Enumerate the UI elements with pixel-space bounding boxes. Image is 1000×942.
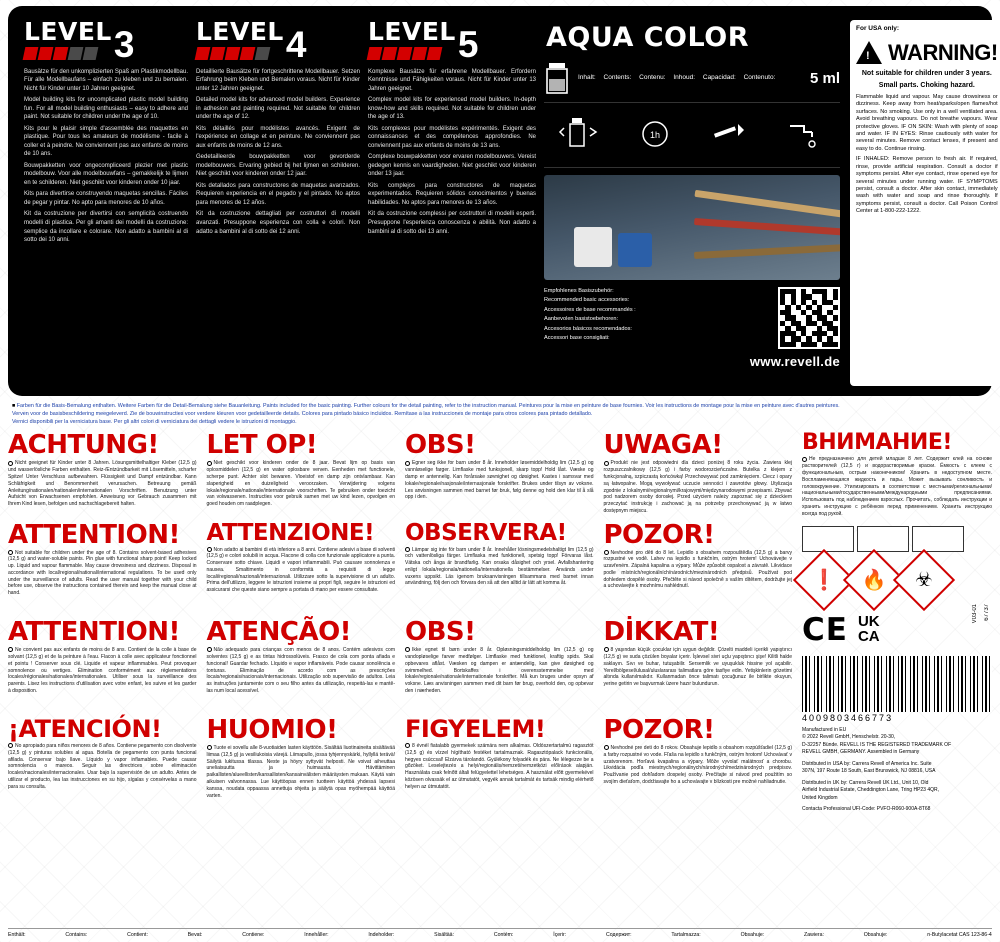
level-3-p5: Kit da costruzione per divertirsi con semplicità costruendo modelli di plastica. Per gli amanti dei modelli da costruzione: semplice da incollare e colorare. Non adatto a bambini al di sotto dei 10 anni.: [24, 211, 188, 244]
warning-block-sv: [405, 519, 594, 616]
mini-label-3: [912, 526, 964, 552]
mini-label-2: [857, 526, 909, 552]
warning-block-nl: [207, 432, 396, 517]
warning-text-es: No apropiado para niños menores de 8 años. Contiene pegamento con disolvente (12,5 g) y pinturas solubles al agua. Botella de pegamento con punta funcional afilada. Conservar bajo llave. Líquido y vapor inflamables. Puede causar somnolencia o mareos. Seguir las directrices sobre eliminación locales/nacionales/internacionales. Usar bajo la supervisión de un adulto. Antes de utilizar el producto, lea las instrucciones en su hijo, sígalas y consérvelas a mano para su consulta.: [8, 742, 197, 790]
version-code-right: V03-01: [972, 603, 978, 623]
footnote-5: Vernici disponibili per la verniciatura base. Per gli altri colori di verniciatura dei dettagli vedere le istruzioni di montaggio.: [12, 419, 297, 426]
warning-block-tr: [604, 619, 793, 713]
warning-title-cs: POZOR!: [603, 519, 715, 550]
mfg-3: REVELL GMBH, GERMANY. Assembled in Germany: [802, 749, 920, 755]
qr-code[interactable]: [778, 287, 840, 349]
warning-block-hu: [405, 714, 594, 818]
level-4-p4: Kits detallados para constructores de maquetas avanzados. Requieren experiencia en el pegado y el pintado. No aptos para menores de 12 años.: [196, 182, 360, 206]
aqua-label-1: Contents:: [603, 74, 632, 82]
level-3-word: LEVEL: [24, 17, 112, 46]
warning-title-sk: POZOR!: [603, 714, 715, 745]
warning-title-ru: ВНИМАНИЕ!: [802, 430, 952, 456]
warning-title-da: OBS!: [405, 617, 476, 648]
bullet-icon: [405, 461, 410, 466]
paint-jar-icon: [544, 61, 570, 95]
level-3-p4: Kits para divertirse construyendo maquetas sencillas. Fáciles de pegar y pintar. No apto para menores de 10 años.: [24, 191, 188, 206]
level-5-block: [368, 17, 544, 386]
aqua-content-labels: [578, 73, 802, 82]
warning-block-pl: [604, 432, 793, 517]
warning-body-nl: [207, 460, 396, 508]
aqua-label-2: Contenu:: [639, 74, 666, 82]
warning-title-tr: DİKKAT!: [603, 617, 720, 648]
warning-title-fr: ATTENTION!: [8, 617, 180, 648]
warning-text-no: Egner seg ikke for barn under 8 år. Inneholder løsemiddelholdig lim (12,5 g) og vannløselige farger. Limflaske med funksjonell, skarp topp! Hold låst. Væske og damp er antennelig. Kan forårsake søvnighet og døsighet. Kastes i samsvar med lokale/regionale/nasjonale/internasjonale forskrifter. Brukes under tilsyn av voksne. Les anvisningen sammen med barnet før bruk, følg denne og hold den klar til å slå opp i den.: [405, 460, 594, 501]
level-4-heading: [196, 17, 360, 66]
bullet-icon: [8, 461, 13, 466]
warning-title-pl: UWAGA!: [603, 430, 723, 461]
level-3-p1: Model building kits for uncomplicated plastic model building fun. For all model building enthusiasts – easy to adhere and paint. Not suitable for children under the age of 10.: [24, 97, 188, 121]
dist-uk-1: Airfield Industrial Estate, Cheddington Lane, Tring HP23 4QR,: [802, 787, 940, 793]
health-hazard-pictogram: ☣: [893, 548, 955, 610]
level-5-p5: Kit da costruzione complessi per costruttori di modelli esperti. Presuppone l'esperienza conoscenza e abilità. Non adatto a bambini al di sotto dei 13 anni.: [368, 211, 536, 235]
flame-pictogram: 🔥: [843, 548, 905, 610]
mfg-1: © 2022 Revell GmbH, Henschelstr. 20-30,: [802, 734, 896, 740]
warning-text-en: Not suitable for children under the age of 8. Contains solvent-based adhesives (12,5 g) and water-soluble paints. Pin glue with functional sharp point! Keep locked up. Liquid and vapour flammable. May cause drowsiness and dizziness. Disposal in accordance with local/regional/national/international regulations. To be used only under the surveillance of adults. Read the user manual together with your child before use, observe the instructions contained therein and keep the manual close at hand.: [8, 549, 197, 597]
level-3-text: [24, 68, 188, 245]
warning-text-it: Non adatto ai bambini di età inferiore a 8 anni. Contiene adesivi a base di solventi (12,5 g) e colori solubili in acqua. Flacone di colla con funzionale applicatore a punta. Conservare sotto chiave. Liquidi e vapori infiammabili. Può causare sonnolenza e nausea. Smaltimento in conformità a requisiti di legge locali/regionali/nazionali/internazionali. Utilizzare sotto la supervisione di un adulto. Prima dell'utilizzo, leggere le istruzioni insieme ai propri figli, seguire le istruzioni ed assicurarsi che queste siano sempre a portata di mano per essere consultate.: [206, 546, 395, 594]
warning-block-de: [8, 432, 197, 517]
level-4-p1: Detailed model kits for advanced model builders. Experience in adhesion and painting required. Not suitable for children under the age of 12.: [196, 97, 360, 121]
strip-8: Contém:: [493, 932, 514, 938]
bullet-icon: [207, 461, 212, 466]
level-4-block: [196, 17, 368, 386]
acc-label-5: Accessori base consigliati:: [544, 334, 610, 341]
level-3-pips: [24, 47, 112, 60]
acc-label-4: Accesorios básicos recomendados:: [544, 325, 632, 332]
usage-pictograms: [544, 107, 840, 168]
barcode-number: 4009803466773: [802, 712, 894, 723]
aqua-contents-row: [544, 61, 840, 103]
usa-sub-1: Small parts. Choking hazard.: [878, 82, 975, 90]
warning-title-de: ACHTUNG!: [8, 430, 159, 461]
warning-body-en: [8, 550, 197, 598]
usa-sub-0: Not suitable for children under 3 years.: [861, 70, 992, 78]
usa-warning-header: [856, 38, 998, 68]
warning-block-pt: [207, 619, 396, 713]
accessories-row: [544, 287, 840, 349]
warning-body-es: [8, 743, 197, 791]
barcode: [802, 656, 992, 712]
warning-body-it: [207, 547, 396, 595]
bullet-icon: [8, 743, 13, 748]
warning-text-ru: Не предназначено для детей младше 8 лет. Содержит клей на основе растворителей (12,5 г) и водорастворимые краски. Ёмкость с клеем с функциональным, острым наконечником! Хранить в недоступном месте. Воспламеняющаяся жидкость и пары. Может вызывать сонливость и головокружение. Утилизировать в соответствии с местными/региональными/национальными/государственными/международными предписаниями. Использовать под наблюдением взрослых. Прочитать, соблюдать инструкции и хранить инструкцию с ребёнком перед применением. Хранить инструкцию всегда под рукой.: [802, 456, 992, 517]
level-5-number: 5: [457, 24, 479, 66]
acc-label-0: Empfohlenes Basiszubehör:: [544, 288, 614, 294]
bullet-icon: [604, 745, 609, 750]
level-3-p0: Bausätze für den unkomplizierten Spaß am Plastikmodellbau. Für alle Modellbaufans – einfach zu kleben und zu bemalen. Nicht für Kinder unter 10 Jahren geeignet.: [24, 68, 188, 92]
print-code-right: 67737: [984, 603, 990, 621]
warning-body-da: [405, 647, 594, 695]
footnote-1: Paints included for the basic painting. Further colours for the detail painting, refer to the instruction manual.: [262, 403, 518, 409]
top-info-panel: [8, 6, 998, 396]
warning-body-no: [405, 460, 594, 501]
manufacturer-address: [802, 727, 992, 814]
warning-text-tr: 8 yaşından küçük çocuklar için uygun değildir. Çözelti maddeli içerikli yapıştırıcı (12,5 g) ve suda çözülen boyalar içerir. İşlevsel sivri uçlu yapıştırıcı şişe! Kilitli halde saklayın. Sıvı ve buhar, tutuşabilir. Sersemlik ve uyuşukluk hissine yol açabilir. Yerel/bölgesel/ulusal/uluslararası talimatlara göre tasfiye edin. Yetişkinlerin gözetimi altında kullanılmalıdır. Kullanmadan önce talimatı çocuğunuz ile birlikte okuyun, yerine getirin ve başvurmak üzere hazır bulundurun.: [603, 647, 792, 688]
warning-block-no: [405, 432, 594, 517]
warning-title-fi: HUOMIO!: [206, 714, 338, 745]
warning-block-fi: [206, 714, 396, 818]
level-3-heading: [24, 17, 188, 66]
level-4-p2: Kits détaillés pour modélistes avancés. Exigent de l'expérience en collage et en peinture. Ne conviennent pas aux enfants de moins de 12 ans.: [196, 125, 360, 149]
warning-text-fi: Tuote ei sovellu alle 8-vuotiaiden lasten käyttöön. Sisältää liuotinaineita sisältävää liimaa (12,5 g) ja vesiliukoisia värejä. Liimapullo, jossa tyhjennyskärki, hyllyllä terävä! Säilytä lukitussa tilassa. Neste ja höyry syttyvät helposti. Ne voivat aiheuttaa uneliaisuutta ja huimausta. Hävittäminen paikallisten/alueellisten/kansallisten/kansainvälisten määräysten mukaan. Käytä vain aikuisen valvonnassa. Lue käyttöopas ennen tuotteen käyttöä yhdessä lapsesi kanssa, noudata oppaassa annettuja ohjeita ja säilytä opas myöhempää käyttöä varten.: [206, 744, 395, 799]
aqua-color-block: [544, 20, 840, 386]
strip-3: Bevat:: [187, 932, 203, 938]
bullet-icon: [802, 457, 807, 462]
warning-body-hu: [405, 743, 594, 791]
mfg-0: Manufactured in EU: [802, 726, 847, 733]
dist-uk-2: United Kingdom: [802, 794, 838, 801]
level-4-number: 4: [285, 24, 307, 66]
warning-title-no: OBS!: [405, 430, 476, 461]
warning-body-pt: [207, 647, 396, 695]
ukca-mark: [858, 615, 880, 644]
warning-block-cs: [603, 519, 793, 616]
warning-block-it: [206, 519, 396, 616]
ukca-line-1: CA: [857, 627, 880, 645]
level-3-number: 3: [113, 24, 135, 66]
multilingual-warnings-grid: [8, 432, 992, 817]
strip-2: Contient:: [127, 932, 148, 938]
strip-11: Tartalmazza:: [671, 932, 701, 938]
level-3-block: [24, 17, 196, 386]
warning-title-it: ATTENZIONE!: [206, 519, 375, 546]
dist-usa-0: Distributed in USA by: Carrera Revell of America Inc. Suite: [802, 760, 932, 767]
level-4-p3: Gedetailleerde bouwpakketten voor gevorderde modelbouwers. Ervaring gebied bij het lijmen en schilderen. Niet geschikt voor kinderen onder 12 jaar.: [196, 154, 360, 178]
manufacturer-block: [802, 727, 992, 757]
level-4-word: LEVEL: [196, 17, 284, 46]
strip-14: Obsahuje:: [863, 932, 888, 938]
ce-mark: CE: [802, 611, 848, 648]
acc-label-3: Aanbevolen basistoebehoren:: [544, 316, 619, 323]
bullet-icon: [8, 550, 13, 555]
acc-label-1: Recommended basic accessories:: [544, 297, 630, 304]
exclamation-pictogram: ❗: [793, 548, 855, 610]
mini-label-1: [802, 526, 854, 552]
warning-block-fr: [8, 619, 197, 713]
stir-1-min-icon: [618, 107, 692, 161]
warning-text-sk: Nevhodné pre deti do 8 rokov. Obsahuje lepidlo s obsahom rozpúšťadiel (12,5 g) a farby rozpustné vo vode. Fľaša na lepidlo s funkčným, ostrým hrotom! Uchovávať v uzatvorenom. Horľavá kvapalina a výpary. Môže vyvolať malátnosť a chorobu. Likvidácia podľa miestnych/regionálnych/národných/medzinárodných predpisov. Používanie pod dohľadom dospelej osoby. Prečítajte si návod pred použitím so svojím dieťaťom, dodržiavajte ho a uchovávajte v blízkosti pre možné nahliadnutie.: [603, 744, 792, 785]
warning-text-hu: 8 évnél fiatalabb gyermekek számára nem alkalmas. Oldószertartalmú ragasztót (12,5 g) és vízzel hígítható festéket tartalmaznak. Ragasztópalack funkcionális, hegyes csúccsal! Elzárva tárolandó. Gyúlékony folyadék és pára. Ne lélegezze be a gőzöket. Leselejtezés a helyi/regionális/nemzeti/nemzetközi előírások alapján. Használata csak felnőtt általi felügyelettel lehetséges. A használat előtt gyermekével közösen olvassák el az útmutatót, vegyék annak tartalmát és tartsák mindig elérhető helyen az útmutatót.: [405, 742, 594, 790]
strip-6: Indeholder:: [368, 932, 395, 938]
level-5-p2: Kits complexes pour modélistes expérimentés. Exigent des connaissances et des compétences approfondies. Ne conviennent pas aux enfants de moins de 13 ans.: [368, 125, 536, 149]
warning-body-cs: [604, 550, 793, 591]
strip-13: Zawiera:: [804, 932, 824, 938]
warning-title-sv: OBSERVERA!: [405, 519, 567, 546]
mini-hazard-labels: [802, 526, 992, 552]
warning-body-ru: [802, 456, 992, 517]
footnote-2: Peintures pour la mise en peinture de base fournies. Voir les instructions de montage pour la mise en peinture avec d'autres peintures.: [518, 403, 840, 409]
warning-body-tr: [604, 647, 793, 688]
shake-jar-icon: [544, 107, 618, 161]
warning-text-nl: Niet geschikt voor kinderen onder de 8 jaar. Bevat lijm op basis van oplosmiddelen (12,5 g) en water oplosbare verven. Eenheden met functionele, scherpe punt. Achter slot bewaren. Vloeistof en damp zijn ontvlambaar. Kan slaperigheid en duizeligheid veroorzaken. Verwijdering volgens lokale/regionale/nationale/internationale voorschriften. Te gebruiken onder toezicht van volwassenen. Instructies voor gebruik samen met uw kind lezen, opvolgen en goed houden om raadplegen.: [206, 460, 395, 508]
bullet-icon: [8, 647, 13, 652]
aqua-color-title: AQUA COLOR: [546, 22, 749, 53]
aqua-label-4: Capacidad:: [702, 74, 736, 82]
level-columns: [24, 17, 544, 386]
level-5-heading: [368, 17, 536, 66]
usa-warning-word: WARNING!: [888, 39, 998, 65]
warning-text-sv: Lämpar sig inte för barn under 8 år. Innehåller lösningsmedelshaltigt lim (12,5 g) och vattenlösliga färger. Limflaska med funktionell, spetsig topp! Förvaras låst. Vätska och ånga är brandfarlig. Kan orsaka dåsighet och yrsel. Avfallshantering enligt lokala/regionala/nationella/internationella bestämmelser. Används under vuxens uppsikt. Läs igenom bruksanvisningen tillsammans med barnet innan användning, följ den och förvara den så att den alltid är lätt att komma åt.: [405, 546, 594, 587]
level-4-text: [196, 68, 360, 236]
accessories-photo: [544, 175, 840, 280]
warning-body-fi: [207, 745, 396, 799]
warning-title-hu: FIGYELEM!: [405, 714, 546, 743]
level-5-word: LEVEL: [368, 17, 456, 46]
strip-9: İçerir:: [553, 932, 567, 938]
bullet-icon: [405, 547, 410, 552]
water-tap-icon: [766, 107, 840, 161]
strip-15: n-Butylacetat CAS 123-86-4: [927, 932, 992, 938]
level-5-pips: [368, 47, 456, 60]
warning-title-nl: LET OP!: [206, 430, 318, 461]
warning-title-en: ATTENTION!: [8, 519, 180, 550]
accessories-labels: [544, 287, 768, 349]
bullet-icon: [207, 547, 212, 552]
warning-title-pt: ATENÇÃO!: [206, 617, 352, 648]
bullet-icon: [405, 743, 410, 748]
strip-4: Contiene:: [242, 932, 265, 938]
warning-text-fr: Ne convient pas aux enfants de moins de 8 ans. Contient de la colle à base de solvant (12,5 g) et de la peinture à l'eau. Flacon à colle avec applicateur fonctionnel et pointu ! Conserver sous clé. Liquide et vapeur inflammables. Peut provoquer somnolence ou vertiges. Élimination conformément aux réglementations locales/régionales/nationales/internationales. Utiliser sous la surveillance des parents. Lisez les instructions d'utilisation avec votre enfant, les suivre et les garder à disposition.: [8, 647, 197, 695]
bullet-icon: [207, 745, 212, 750]
aqua-volume: 5 ml: [809, 69, 840, 87]
level-5-p4: Kits complejos para constructores de maquetas experimentados. Requieren sólidos conocimientos y buenas habilidades. No aptos para menores de 13 años.: [368, 182, 536, 206]
ukca-line-0: UK: [857, 613, 880, 631]
warning-block-da: [405, 619, 594, 713]
warning-text-de: Nicht geeignet für Kinder unter 8 Jahren. Lösungsmittelhaltiger Kleber (12,5 g) und wasserlösliche Farben enthalten. Reiz-/Entzündbarkeit mit Lösemitteln, scharfer Spitze! Unter Verschluss aufbewahren. Flüssigkeit und Dampf entzündbar. Kann Schläfrigkeit und Benommenheit verursachen. Betreuung gemäß Anleitung/nationalen/nationalen/internationalen Vorschriften. Benutzung unter Aufsicht von Erwachsenen empfohlen. Anweisung vor Gebrauch zusammen mit Ihrem Kind lesen, befolgen und nachschlagebereit halten.: [8, 460, 197, 508]
warning-triangle-icon: [856, 41, 882, 64]
level-4-pips: [196, 47, 284, 60]
warning-block-sk: [603, 714, 793, 818]
warning-body-sv: [405, 547, 594, 588]
mfg-2: D-32257 Bünde. REVELL IS THE REGISTERED TRADEMARK OF: [802, 741, 952, 748]
level-4-p0: Detaillierte Bausätze für fortgeschrittene Modellbauer. Setzen Erfahrung beim Kleben und Bemalen voraus. Nicht für Kinder unter 12 Jahren geeignet.: [196, 68, 360, 92]
bullet-icon: [604, 550, 609, 555]
warning-body-de: [8, 460, 197, 508]
usa-paragraph-1: IF INHALED: Remove person to fresh air. If required, rinse, provide artificial respiration. Consult a doctor if symptoms persist. After eye contact, rinse opened eye for several minutes under running water. IF SYMPTOMS persist, consult a doctor. After skin contact, immediately wash with water and soap and rinse thoroughly. If symptoms persist, consult a doctor. Call Poison Control Center at 1-800-222-1222.: [856, 156, 998, 215]
usa-warning-box: [850, 20, 1000, 386]
ghs-pictograms: [802, 558, 992, 602]
footnote-marker: ■: [12, 403, 16, 409]
strip-12: Obsahuje:: [740, 932, 765, 938]
footnote-4: Colores para pintado básico incluidos. Remítase a las instrucciones de montaje para otros colores para pintado detallado.: [301, 411, 593, 418]
bullet-icon: [604, 647, 609, 652]
brush-icon: [692, 107, 766, 161]
paint-footnote: [8, 402, 992, 426]
level-3-p3: Bouwpakketten voor ongecompliceerd plezier met plastic modelbouw. Voor alle modelbouwfans – gemakkelijk te lijmen en te schilderen. Niet geschikt voor kinderen onder 10 jaar.: [24, 162, 188, 186]
bullet-icon: [405, 647, 410, 652]
level-5-p3: Complexe bouwpakketten voor ervaren modelbouwers. Vereist gedegen kennis en vaardigheden. Niet geschikt voor kinderen onder 13 jaar.: [368, 154, 536, 178]
warning-text-cs: Nevhodné pro děti do 8 let. Lepidlo s obsahem rozpouštědla (12,5 g) a barvy rozpustné ve vodě. Lahev na lepidlo s funkčním, ostrým hrotem! Uchovávejte v uzavřeném. Zápalná kapalina a výpary. Může způsobit ospalost a závratě. Likvidace podle místních/regionálních/národních/mezinárodních předpisů. Používat pod dohledem dospělé osoby. Přečtěte si návod společně s vaším dítětem, dodržujte jej a uchovávejte k mozhnímu nahlédnutí.: [603, 549, 792, 590]
distributor-usa-block: [802, 761, 992, 776]
warning-block-ru: [802, 432, 992, 517]
aqua-label-0: Inhalt:: [578, 74, 596, 82]
conformity-marks: [802, 612, 992, 648]
warning-block-en: [8, 519, 197, 616]
strip-10: Содержит:: [606, 932, 632, 938]
strip-1: Contains:: [65, 932, 88, 938]
warning-text-pl: Produkt nie jest odpowiedni dla dzieci poniżej 8 roku życia. Zawiera klej rozpuszczalnikowy (12,5 g) i farby wodorozcieńczalne. Butelka z klejem z funkcjonalną, szpiczastą końcówką! Przechowywać pod zamknięciem. Ciecz i opary są łatwopalne. Mogą wywoływać uczucie senności i zawrotów głowy. Utylizacja zgodnie z lokalnymi/regionalnymi/krajowymi/międzynarodowymi przepisami. Zbywać pod nadzorem osoby dorosłej. Przed użyciem należy zapoznać się z dzieckiem przeczytać instrukcję i zachować ją na potrzeby przechowywać ją w łatwo dostępnym miejscu.: [603, 460, 792, 514]
distributor-uk-block: [802, 780, 992, 803]
warning-block-es: [8, 714, 197, 818]
strip-0: Enthält:: [8, 932, 26, 938]
ufi-code: Contacta Professional UFI-Code: PVFO-R060-900A-8T68: [802, 806, 931, 812]
dist-uk-0: Distributed in UK by: Carrera Revell UK Ltd., Unit 10, Old: [802, 779, 929, 786]
warning-title-es: ¡ATENCIÓN!: [8, 714, 162, 743]
footnote-3: Verven voor de basisbeschildering meegeleverd. Zie de bouwinstructies voor verdere kleuren voor gedetailleerde details.: [12, 411, 301, 418]
footnote-0: Farben für die Basis-Bemalung enthalten. Weitere Farben für die Detail-Bemalung siehe Bauanleitung.: [16, 403, 262, 409]
bullet-icon: [604, 461, 609, 466]
acc-label-2: Accessoires de base recommandés :: [544, 306, 636, 313]
level-5-text: [368, 68, 536, 236]
ingredients-strip: [8, 928, 992, 938]
warning-text-da: Ikke egnet til børn under 8 år. Opløsningsmiddelholdig lim (12,5 g) og vandopløselige farver medfølger. Limflaske med funktionel, kraftig spids. Skal opbevares aflåst. Væsken og dampen er antændelig, kan give døsighed og svimmelhed. Bortskaffes i overensstemmelse med lokale/regionale/nationale/internationale forskrifter. Må kun bruges under opsyn af voksne. Læs anvisningen sammen med dit barn før brug, overhold den, og opbevar den i nærheden.: [405, 647, 594, 695]
aqua-label-3: Inhoud:: [673, 74, 696, 82]
strip-5: Innehåller:: [304, 932, 329, 938]
dist-usa-1: 307N, 197 Route 18 South, East Brunswick, NJ 08816, USA: [802, 768, 936, 774]
website-url[interactable]: www.revell.de: [749, 354, 840, 369]
warning-body-sk: [604, 745, 793, 786]
usa-paragraph-0: Flammable liquid and vapour. May cause drowsiness or dizziness. Keep away from heat/sparks/open flames/hot surfaces. No smoking. Use only in a well ventilated area. Avoid breathing vapours. Do not breathe vapours. Wear protective gloves. IF ON SKIN: Wash with plenty of soap and water. IF IN EYES: Rinse cautiously with water for several minutes. Remove contact lenses, if present and easy to do. Continue rinsing.: [856, 93, 998, 152]
warning-text-pt: Não adequado para crianças com menos de 8 anos. Contém adesivos com solventes (12,5 g) e as tintas hidrossolúveis. Frasco de cola com ponta afiada e funcional! Guardar fechado. Líquido e vapor inflamáveis. Pode causar sonolência e tonturas. Eliminação de acordo com as prescrições locais/regionais/nacionais/internacionais. Utilização sob supervisão de adultos. Leia as instruções juntamente com o seu filho antes da utilização, respeitá-las e mantê-las num local acessível.: [206, 647, 395, 695]
bullet-icon: [207, 647, 212, 652]
level-5-p1: Complex model kits for experienced model builders. In-depth know-how and skills required. Not suitable for children under the age of 13.: [368, 97, 536, 121]
usa-heading: For USA only:: [856, 25, 900, 32]
warning-body-pl: [604, 460, 793, 514]
level-5-p0: Komplexe Bausätze für erfahrene Modellbauer. Erfordern Kenntnisse und Fähigkeiten voraus. Nicht für Kinder unter 13 Jahren geeignet.: [368, 68, 536, 92]
level-4-p5: Kit da costruzione dettagliati per costruttori di modelli avanzati. Presuppone esperienza con colla e colori. Non adatto a bambini al di sotto dei 12 anni.: [196, 211, 360, 235]
svg-text:1h: 1h: [649, 130, 661, 140]
hazard-and-identification-column: [802, 522, 992, 818]
warning-body-fr: [8, 647, 197, 695]
aqua-label-5: Contenuto:: [743, 74, 776, 82]
level-3-p2: Kits pour le plaisir simple d'assemblée des maquettes en plastique. Pour tous les amateurs de modélisme - facile à coller et à peindre. Ne conviennent pas aux enfants de moins de 10 ans.: [24, 125, 188, 158]
strip-7: Sisältää:: [434, 932, 455, 938]
